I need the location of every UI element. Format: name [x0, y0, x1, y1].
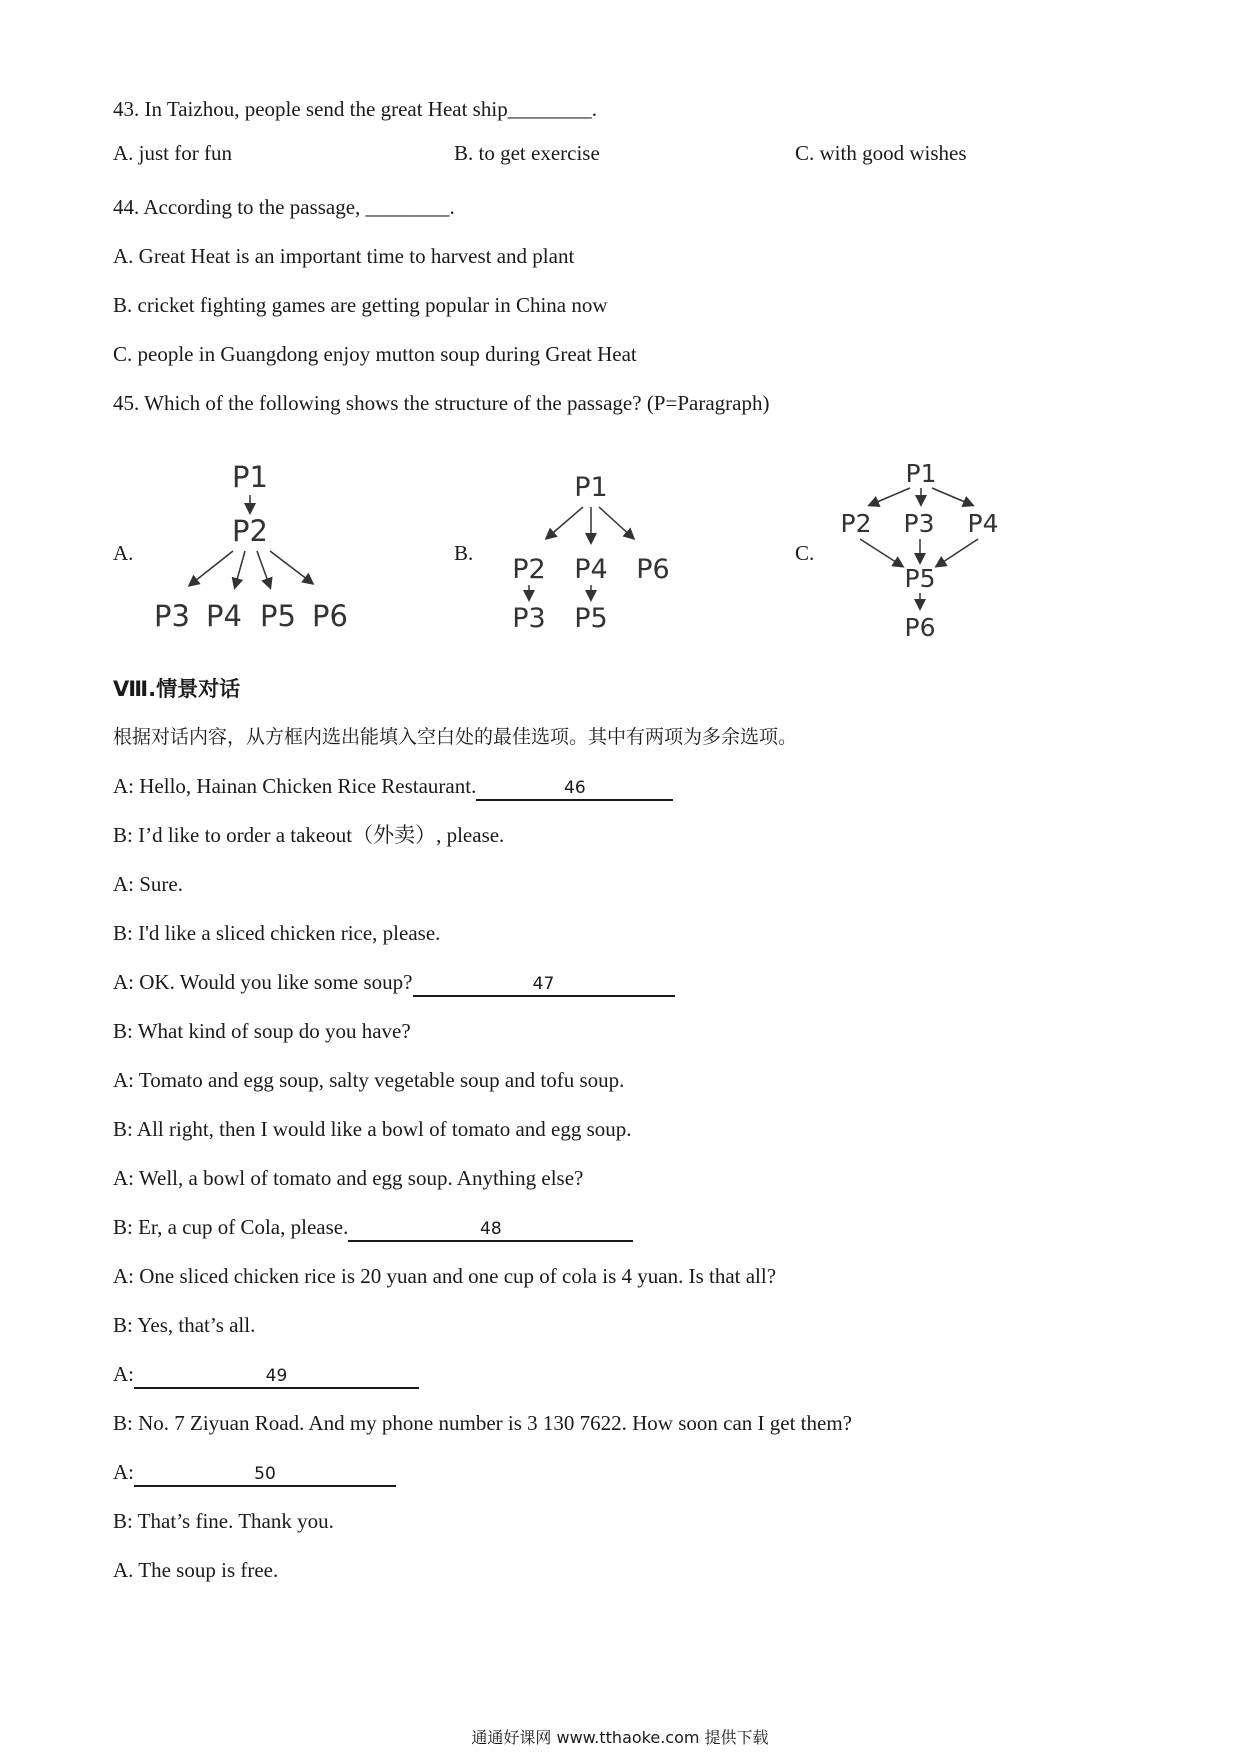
dialogue-line: B: I'd like a sliced chicken rice, please.	[113, 921, 441, 945]
diagram-a-node-p5: P5	[260, 599, 296, 633]
question-43-option-b: B. to get exercise	[454, 141, 600, 165]
diagram-b-node-p2: P2	[512, 554, 546, 585]
diagram-a-node-p2: P2	[232, 514, 268, 548]
dialogue-line: A: Tomato and egg soup, salty vegetable soup and tofu soup.	[113, 1068, 625, 1092]
diagram-b-node-p4: P4	[574, 554, 608, 585]
diagram-a-node-p6: P6	[312, 599, 348, 633]
dialogue-text: A:	[113, 1362, 134, 1386]
choice-a: A. The soup is free.	[113, 1558, 279, 1582]
section-instruction: 根据对话内容，从方框内选出能填入空白处的最佳选项。其中有两项为多余选项。	[113, 726, 798, 748]
dialogue-line	[113, 969, 675, 997]
diagram-c-node-p1: P1	[905, 459, 937, 488]
diagram-b-node-p1: P1	[574, 472, 608, 503]
dialogue-line: B: I’d like to order a takeout（外卖）, please.	[113, 823, 505, 847]
dialogue-line: A: Well, a bowl of tomato and egg soup. Anything else?	[113, 1166, 584, 1190]
page-footer: 通通好课网 www.tthaoke.com 提供下载	[471, 1728, 769, 1747]
dialogue-line: B: That’s fine. Thank you.	[113, 1509, 334, 1533]
question-43-stem: 43. In Taizhou, people send the great Heat ship________.	[113, 97, 597, 121]
dialogue-line: A: Sure.	[113, 872, 183, 896]
diagram-c-node-p2: P2	[840, 509, 872, 538]
diagram-c-node-p6: P6	[904, 613, 936, 642]
question-44-option-c: C. people in Guangdong enjoy mutton soup during Great Heat	[113, 342, 637, 366]
dialogue-line	[113, 1361, 419, 1389]
dialogue-text: A: OK. Would you like some soup?	[113, 970, 413, 994]
answer-blank-49: 49	[134, 1365, 419, 1389]
diagram-b-label: B.	[454, 541, 474, 565]
answer-blank-48: 48	[348, 1218, 633, 1242]
dialogue-line	[113, 773, 673, 801]
diagram-a-node-p1: P1	[232, 460, 268, 494]
dialogue-text: A:	[113, 1460, 134, 1484]
dialogue-line: B: Yes, that’s all.	[113, 1313, 256, 1337]
question-43-option-c: C. with good wishes	[795, 141, 967, 165]
dialogue-line	[113, 1459, 396, 1487]
dialogue-line: B: What kind of soup do you have?	[113, 1019, 411, 1043]
diagram-b-node-p5: P5	[574, 603, 608, 634]
structure-diagram-a	[140, 455, 370, 640]
section-heading: Ⅷ.情景对话	[113, 677, 241, 701]
diagram-c-node-p4: P4	[967, 509, 999, 538]
diagram-c-node-p3: P3	[903, 509, 935, 538]
answer-blank-46: 46	[476, 777, 673, 801]
question-44-option-a: A. Great Heat is an important time to harvest and plant	[113, 244, 575, 268]
dialogue-line: A: One sliced chicken rice is 20 yuan and one cup of cola is 4 yuan. Is that all?	[113, 1264, 777, 1288]
answer-blank-47: 47	[413, 973, 675, 997]
structure-diagram-b	[495, 465, 695, 645]
dialogue-text: B: Er, a cup of Cola, please.	[113, 1215, 349, 1239]
structure-diagram-c	[820, 455, 1010, 645]
diagram-a-label: A.	[113, 541, 134, 565]
question-44-option-b: B. cricket fighting games are getting popular in China now	[113, 293, 608, 317]
dialogue-line: B: No. 7 Ziyuan Road. And my phone number is 3 130 7622. How soon can I get them?	[113, 1411, 852, 1435]
diagram-b-node-p6: P6	[636, 554, 670, 585]
question-43-option-a: A. just for fun	[113, 141, 232, 165]
diagram-c-label: C.	[795, 541, 815, 565]
question-45-stem: 45. Which of the following shows the structure of the passage? (P=Paragraph)	[113, 391, 770, 415]
diagram-c-node-p5: P5	[904, 564, 936, 593]
diagram-a-node-p3: P3	[154, 599, 190, 633]
dialogue-text: A: Hello, Hainan Chicken Rice Restaurant.	[113, 774, 477, 798]
question-44-stem: 44. According to the passage, ________.	[113, 195, 455, 219]
diagram-b-node-p3: P3	[512, 603, 546, 634]
diagram-a-node-p4: P4	[206, 599, 242, 633]
dialogue-line: B: All right, then I would like a bowl of tomato and egg soup.	[113, 1117, 632, 1141]
dialogue-line	[113, 1214, 633, 1242]
answer-blank-50: 50	[134, 1463, 396, 1487]
